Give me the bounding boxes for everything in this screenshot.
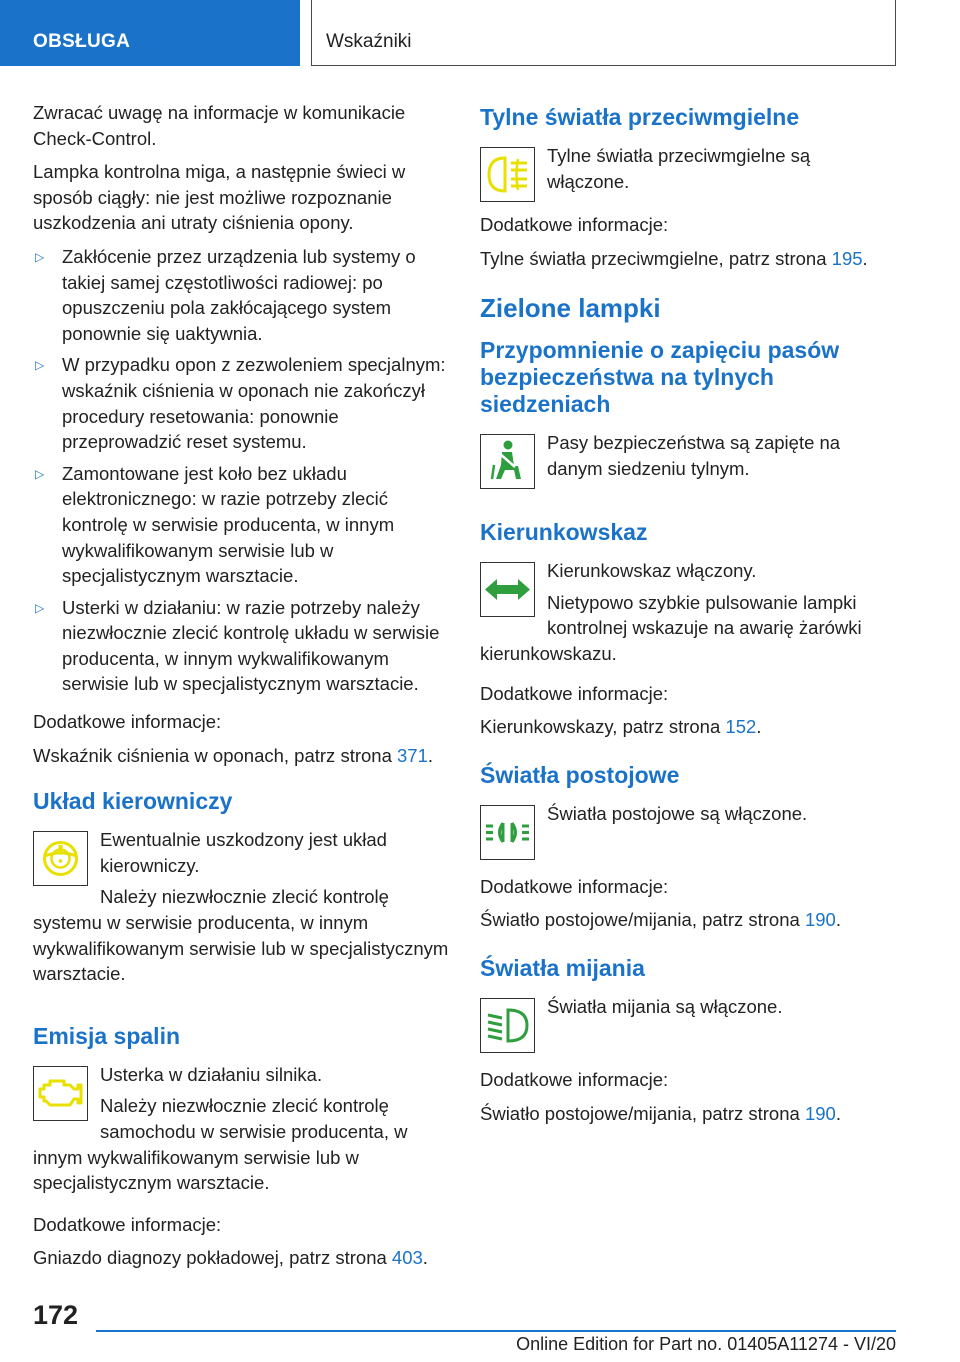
page-number: 172 <box>33 1300 79 1330</box>
lowbeam-heading: Światła mijania <box>480 954 645 981</box>
lowbeam-text: Światła mijania są włączone. <box>547 995 783 1017</box>
belt-heading: Przypomnienie o zapięciu pasów bezpieczeństwa na tylnych siedzeniach <box>480 337 840 418</box>
turn-more-label: Dodatkowe informacje: <box>480 682 669 704</box>
chapter-title: Wskaźniki <box>326 31 412 52</box>
turn-heading: Kierunkowskaz <box>480 519 648 546</box>
triangle-bullet-icon: ▷ <box>35 249 45 264</box>
emission-reference: Gniazdo diagnozy pokładowej, patrz strona 403. <box>33 1247 428 1269</box>
green-lamps-heading: Zielone lampki <box>480 293 661 324</box>
page-link-195[interactable]: 195 <box>831 247 863 269</box>
turn-text-2: Nietypowo szybkie pulsowanie lampki kontrolnej wskazuje na awarię żarówki kierunkowskazu. <box>480 591 862 664</box>
intro-paragraph: Zwracać uwagę na informacje w komunikacie Check-Control. <box>33 102 406 149</box>
section-title: OBSŁUGA <box>33 31 131 52</box>
steering-heading: Układ kierowniczy <box>33 788 233 815</box>
edition-note: Online Edition for Part no. 01405A11274 - VI/20 <box>516 1334 896 1354</box>
parking-reference: Światło postojowe/mijania, patrz strona 190. <box>480 909 841 931</box>
lowbeam-entry <box>480 994 896 1059</box>
tpms-reference: Wskaźnik ciśnienia w oponach, patrz strona 371. <box>33 744 434 766</box>
parking-heading: Światła postojowe <box>480 761 680 788</box>
fog-more-label: Dodatkowe informacje: <box>480 214 669 235</box>
steering-text-2: Należy niezwłocznie zlecić kontrolę systemu w serwisie producenta, w innym wykwalifikowanym serwisie lub w specjalistycznym warsztacie. <box>33 886 449 985</box>
footer-divider <box>96 1330 896 1332</box>
belt-entry <box>480 430 896 495</box>
emission-text-2: Należy niezwłocznie zlecić kontrolę samochodu w serwisie producenta, w innym wykwalifikowanym serwisie lub w specjalistycznym warsztacie. <box>33 1095 408 1194</box>
belt-text: Pasy bezpieczeństwa są zapięte na danym siedzeniu tylnym. <box>547 432 841 479</box>
warning-paragraph: Lampka kontrolna miga, a następnie świeci w sposób ciągły: nie jest możliwe rozpoznanie uszkodzenia ani utraty ciśnienia opony. <box>33 161 406 234</box>
section-tab <box>0 0 300 66</box>
page-link-371[interactable]: 371 <box>397 744 428 766</box>
triangle-bullet-icon: ▷ <box>35 600 45 615</box>
right-column <box>480 100 896 1134</box>
turn-reference: Kierunkowskazy, patrz strona 152. <box>480 716 762 738</box>
fog-entry <box>480 143 896 208</box>
engine-check-icon <box>33 1066 88 1121</box>
list-item: ▷ W przypadku opon z zezwoleniem specjalnym: wskaźnik ciśnienia w oponach nie zakończył procedury resetowania: ponownie przeprowadzić reset systemu. <box>35 354 446 453</box>
fault-list <box>33 244 449 697</box>
seat-belt-icon <box>480 434 535 489</box>
rear-fog-light-icon <box>480 147 535 202</box>
triangle-bullet-icon: ▷ <box>35 358 45 373</box>
low-beam-icon <box>480 998 535 1053</box>
page-link-190-lowbeam[interactable]: 190 <box>804 1102 836 1124</box>
list-item: ▷ Zakłócenie przez urządzenia lub systemy o takiej samej częstotliwości radiowej: po opuszczeniu pola zakłócającego system ponownie się uaktywnia. <box>35 245 416 344</box>
fog-reference: Tylne światła przeciwmgielne, patrz strona 195. <box>480 247 868 269</box>
parking-more-label: Dodatkowe informacje: <box>480 875 669 897</box>
emission-entry <box>33 1062 449 1202</box>
turn-entry <box>480 558 896 672</box>
parking-text: Światła postojowe są włączone. <box>547 802 808 824</box>
emission-more-label: Dodatkowe informacje: <box>33 1213 222 1235</box>
chapter-tab <box>311 0 896 66</box>
parking-light-icon <box>480 805 535 860</box>
fog-heading: Tylne światła przeciwmgielne <box>480 104 800 130</box>
emission-heading: Emisja spalin <box>33 1022 181 1049</box>
triangle-bullet-icon: ▷ <box>35 466 45 481</box>
left-column <box>33 100 449 1279</box>
more-info-label: Dodatkowe informacje: <box>33 711 222 733</box>
turn-text-1: Kierunkowskaz włączony. <box>547 560 757 582</box>
lowbeam-reference: Światło postojowe/mijania, patrz strona 190. <box>480 1102 841 1124</box>
page-link-403[interactable]: 403 <box>391 1247 423 1269</box>
page-link-190-parking[interactable]: 190 <box>804 909 836 931</box>
list-item: ▷ Zamontowane jest koło bez układu elektronicznego: w razie potrzeby zlecić kontrolę w serwisie producenta, w innym wykwalifikowanym serwisie lub w specjalistycznym warsztacie. <box>35 462 395 587</box>
steering-warning-icon <box>33 831 88 886</box>
parking-entry <box>480 801 896 866</box>
lowbeam-more-label: Dodatkowe informacje: <box>480 1068 669 1090</box>
emission-text-1: Usterka w działaniu silnika. <box>100 1063 323 1085</box>
list-item: ▷ Usterki w działaniu: w razie potrzeby należy niezwłocznie zlecić kontrolę układu w serwisie producenta, w innym wykwalifikowanym serwisie lub w specjalistycznym warsztacie. <box>35 596 440 695</box>
steering-text-1: Ewentualnie uszkodzony jest układ kierowniczy. <box>100 829 387 876</box>
turn-signal-icon <box>480 562 535 617</box>
page-link-152[interactable]: 152 <box>725 716 757 738</box>
steering-entry <box>33 827 449 993</box>
fog-text: Tylne światła przeciwmgielne są włączone. <box>547 145 811 192</box>
